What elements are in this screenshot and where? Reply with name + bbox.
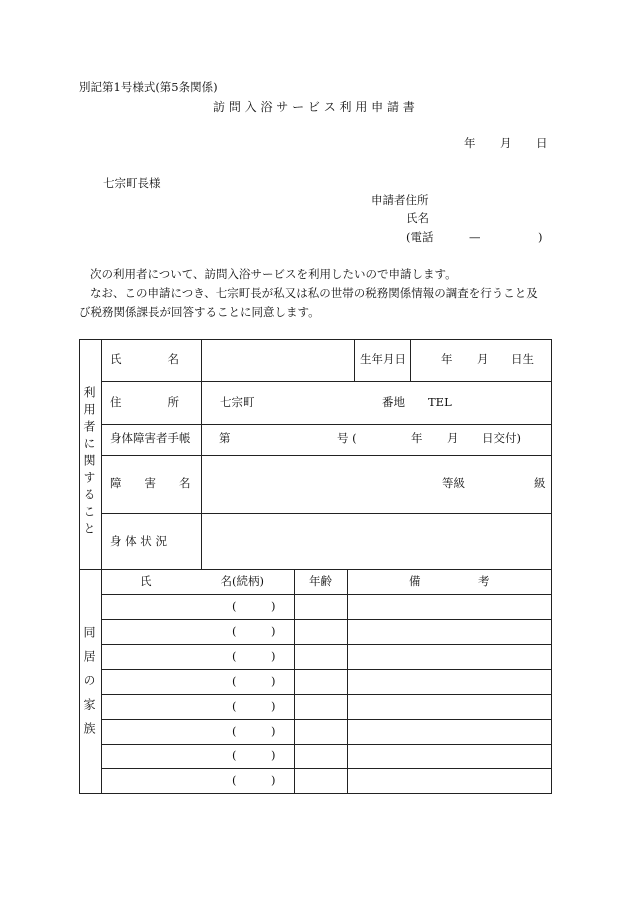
family-row-divider: [101, 719, 552, 720]
address-banchi: 番地: [382, 395, 405, 409]
family-header-divider: [101, 594, 552, 595]
row-divider: [101, 513, 552, 514]
handbook-dai: 第: [219, 431, 231, 445]
family-row-relation: ( ): [232, 699, 276, 713]
applicant-name-label: 氏名: [406, 211, 429, 225]
addressee: 七宗町長様: [103, 176, 161, 190]
date-day-label: 日: [536, 136, 548, 150]
family-row-divider: [101, 619, 552, 620]
grade-label: 等級: [442, 476, 465, 490]
handbook-go: 号 (: [337, 431, 357, 445]
family-row-relation: ( ): [232, 649, 276, 663]
handbook-year: 年: [411, 431, 423, 445]
body-text-line1: 次の利用者について、訪問入浴サービスを利用したいので申請します。: [90, 267, 457, 281]
condition-label: 身 体 状 況: [110, 534, 167, 548]
form-title: 訪 問 入 浴 サ ー ビ ス 利 用 申 請 書: [213, 100, 415, 114]
birth-divider-left: [354, 339, 355, 381]
birth-month-label: 月: [477, 352, 489, 366]
side-column-divider: [101, 339, 102, 794]
family-section-side-label: 同居の家族: [82, 626, 96, 746]
table-border-top: [79, 339, 552, 340]
row-divider: [101, 424, 552, 425]
family-age-divider: [294, 569, 295, 794]
applicant-address-label: 申請者住所: [371, 193, 429, 207]
family-row-relation: ( ): [232, 724, 276, 738]
family-row-divider: [101, 644, 552, 645]
applicant-phone-dash: —: [469, 230, 481, 244]
birth-divider-right: [410, 339, 411, 381]
birth-label: 生年月日: [360, 352, 406, 366]
disability-label: 障 害 名: [110, 476, 191, 490]
family-row-divider: [101, 669, 552, 670]
family-row-divider: [101, 694, 552, 695]
handbook-label: 身体障害者手帳: [110, 431, 191, 445]
family-row-relation: ( ): [232, 624, 276, 638]
family-remarks-divider: [347, 569, 348, 794]
address-town: 七宗町: [220, 395, 255, 409]
date-month-label: 月: [500, 136, 512, 150]
family-row-relation: ( ): [232, 599, 276, 613]
applicant-phone-close: ): [538, 230, 543, 244]
kyu-label: 級: [534, 476, 546, 490]
applicant-phone-open: (電話: [406, 230, 434, 244]
birth-year-label: 年: [441, 352, 453, 366]
body-text-line2: なお、この申請につき、七宗町長が私又は私の世帯の税務関係情報の調査を行うこと及: [90, 286, 538, 300]
body-text-line3: び税務関係課長が回答することに同意します。: [79, 305, 320, 319]
row-divider: [101, 381, 552, 382]
family-row-divider: [101, 768, 552, 769]
date-year-label: 年: [464, 136, 476, 150]
birth-day-label: 日生: [511, 352, 534, 366]
user-section-side-label: 利用者に関すること: [82, 386, 96, 539]
section-divider: [79, 569, 552, 570]
family-col-remarks: 備 考: [409, 574, 490, 588]
family-col-age: 年齢: [309, 574, 332, 588]
table-border-left: [79, 339, 80, 794]
family-row-divider: [101, 744, 552, 745]
address-label: 住 所: [110, 395, 179, 409]
family-row-relation: ( ): [232, 748, 276, 762]
table-border-bottom: [79, 793, 552, 794]
address-tel-label: TEL: [428, 395, 452, 409]
table-border-right: [551, 339, 552, 794]
family-col-name: 氏 名(続柄): [140, 574, 264, 588]
name-label: 氏 名: [110, 352, 179, 366]
handbook-month: 月: [447, 431, 459, 445]
row-divider: [101, 455, 552, 456]
family-row-relation: ( ): [232, 773, 276, 787]
handbook-issue: 日交付): [482, 431, 521, 445]
label-column-divider: [201, 339, 202, 569]
family-row-relation: ( ): [232, 674, 276, 688]
form-number: 別記第1号様式(第5条関係): [79, 80, 218, 94]
